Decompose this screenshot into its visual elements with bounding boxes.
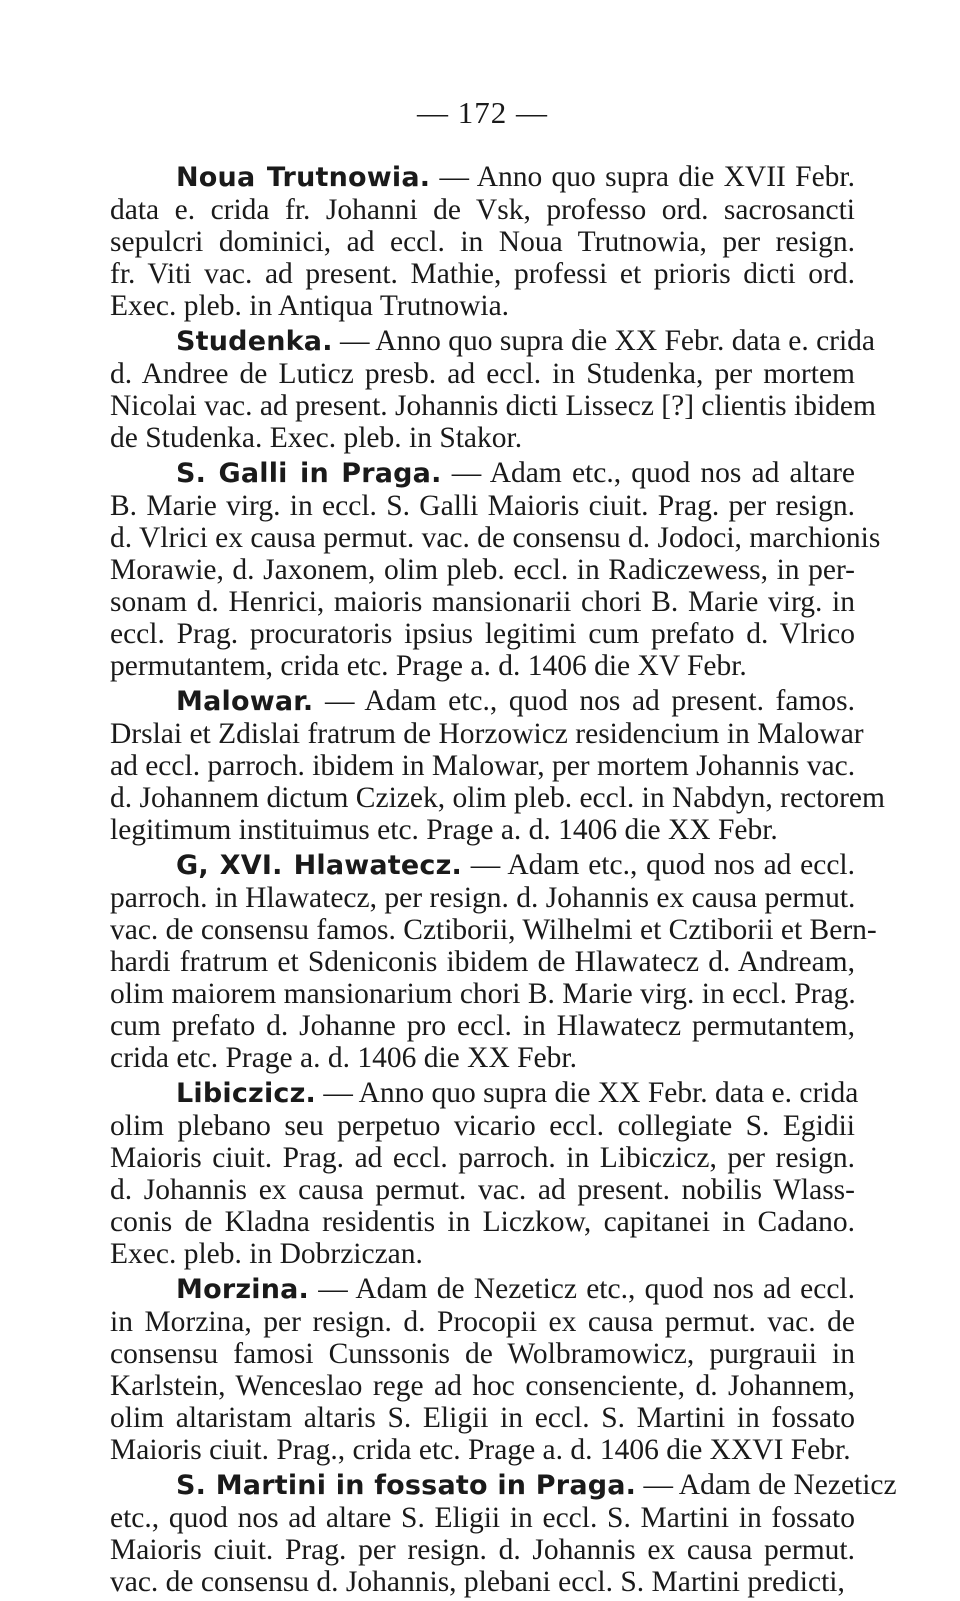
entry-line [110, 914, 877, 946]
entry [110, 685, 885, 846]
entry-text: Nicolai vac. ad present. Johannis dicti Lissecz [?] clientis ibidem [110, 390, 876, 422]
entry-text: ad eccl. parroch. ibidem in Malowar, per mortem Johannis vac. [110, 750, 856, 782]
entry-line [110, 1010, 855, 1042]
entry-text: hardi fratrum et Sdeniconis ibidem de Hlawatecz d. Andream, [110, 946, 855, 978]
entry [110, 325, 876, 454]
entry-line [110, 258, 855, 290]
entry-text: d. Johannem dictum Czizek, olim pleb. eccl. in Nabdyn, rectorem [110, 782, 885, 814]
entry-line [110, 1238, 855, 1270]
entry-line [110, 1402, 855, 1434]
entry-line [110, 290, 855, 322]
entry-text: crida etc. Prage a. d. 1406 die XX Febr. [110, 1042, 577, 1074]
entry-text: vac. de consensu famos. Cztiborii, Wilhelmi et Cztiborii et Bern- [110, 914, 877, 946]
entry [110, 1469, 897, 1598]
entry-line [110, 1370, 855, 1402]
entry-line [110, 750, 855, 782]
entry-line [110, 618, 855, 650]
entry-line [110, 814, 855, 846]
entry-text: Maioris ciuit. Prag. ad eccl. parroch. in Libiczicz, per resign. [110, 1142, 855, 1174]
entry-text: Exec. pleb. in Antiqua Trutnowia. [110, 290, 510, 322]
entry-text: etc., quod nos ad altare S. Eligii in eccl. S. Martini in fossato [110, 1502, 855, 1534]
entry-line [110, 1434, 855, 1466]
entry-heading: Studenka. [176, 326, 333, 357]
entry-text: data e. crida fr. Johanni de Vsk, professo ord. sacrosancti [110, 194, 855, 226]
entry-line [110, 882, 855, 914]
entry-heading: S. Galli in Praga. [176, 458, 442, 489]
entry-heading: Malowar. [176, 686, 314, 717]
entry-text: Maioris ciuit. Prag. per resign. d. Johannis ex causa permut. [110, 1534, 855, 1566]
entry-text: — Anno quo supra die XX Febr. data e. crida [332, 325, 876, 357]
entry-text: legitimum instituimus etc. Prage a. d. 1406 die XX Febr. [110, 814, 778, 846]
entry-line [110, 1110, 855, 1142]
entry-line [110, 946, 855, 978]
entry-line [110, 1566, 855, 1598]
entry-text: parroch. in Hlawatecz, per resign. d. Johannis ex causa permut. [110, 882, 856, 914]
entry-text: in Morzina, per resign. d. Procopii ex causa permut. vac. de [110, 1306, 855, 1338]
entry-text: permutantem, crida etc. Prage a. d. 1406 die XV Febr. [110, 650, 747, 682]
entry-line [110, 1174, 855, 1206]
entry-text: Drslai et Zdislai fratrum de Horzowicz residencium in Malowar [110, 718, 864, 750]
entry-heading: Libiczicz. [176, 1078, 316, 1109]
entry-text: — Anno quo supra die XX Febr. data e. crida [316, 1077, 859, 1109]
entry-text: conis de Kladna residentis in Liczkow, capitanei in Cadano. [110, 1206, 855, 1238]
entry-text: Morawie, d. Jaxonem, olim pleb. eccl. in Radiczewess, in per- [110, 554, 855, 586]
entry-text: fr. Viti vac. ad present. Mathie, professi et prioris dicti ord. [110, 258, 855, 290]
entry-first-line [110, 685, 855, 718]
page-number: — 172 — [417, 95, 548, 130]
entry-line [110, 1502, 855, 1534]
entry-text: vac. de consensu d. Johannis, plebani eccl. S. Martini predicti, [110, 1566, 845, 1598]
entry-heading: G, XVI. Hlawatecz. [176, 850, 463, 881]
entry [110, 1077, 859, 1270]
entry-line [110, 522, 881, 554]
entry-line [110, 194, 855, 226]
entry-first-line [110, 1077, 859, 1110]
entry-line [110, 718, 864, 750]
entry-text: olim altaristam altaris S. Eligii in eccl. S. Martini in fossato [110, 1402, 855, 1434]
entry-line [110, 358, 855, 390]
entry-text: Maioris ciuit. Prag., crida etc. Prage a. d. 1406 die XXVI Febr. [110, 1434, 851, 1466]
entry-line [110, 422, 855, 454]
entry-first-line [110, 457, 855, 490]
entry-line [110, 782, 885, 814]
entry-text: sonam d. Henrici, maioris mansionarii chori B. Marie virg. in [110, 586, 855, 618]
entry-first-line [110, 161, 855, 194]
entry-first-line [110, 1469, 897, 1502]
entry-text: — Adam de Nezeticz [636, 1469, 897, 1501]
entry-text: sepulcri dominici, ad eccl. in Noua Trutnowia, per resign. [110, 226, 855, 258]
entry [110, 161, 855, 322]
entry-text: B. Marie virg. in eccl. S. Galli Maioris ciuit. Prag. per resign. [110, 490, 855, 522]
entry-line [110, 978, 855, 1010]
entry-line [110, 1534, 855, 1566]
entry-text: Exec. pleb. in Dobrziczan. [110, 1238, 423, 1270]
entry-heading: Noua Trutnowia. [176, 162, 431, 193]
entry-line [110, 1142, 855, 1174]
entry-text: — Adam etc., quod nos ad altare [441, 457, 855, 489]
entry-first-line [110, 325, 876, 358]
entry-heading: Morzina. [176, 1274, 310, 1305]
entry-text: d. Vlrici ex causa permut. vac. de consensu d. Jodoci, marchionis [110, 522, 881, 554]
entry-first-line [110, 1273, 855, 1306]
entry-first-line [110, 849, 855, 882]
entry [110, 1273, 855, 1466]
entry [110, 457, 881, 682]
entry-line [110, 490, 855, 522]
entry-text: d. Andree de Luticz presb. ad eccl. in Studenka, per mortem [110, 358, 855, 390]
entry-line [110, 1206, 855, 1238]
entry-text: de Studenka. Exec. pleb. in Stakor. [110, 422, 523, 454]
entry-text: d. Johannis ex causa permut. vac. ad present. nobilis Wlass- [110, 1174, 855, 1206]
entry-line [110, 586, 855, 618]
entry-text: eccl. Prag. procuratoris ipsius legitimi cum prefato d. Vlrico [110, 618, 855, 650]
entry-line [110, 1306, 855, 1338]
entry-line [110, 1338, 855, 1370]
entry-line [110, 226, 855, 258]
entry-text: — Adam etc., quod nos ad present. famos. [313, 685, 855, 717]
entries-list [110, 161, 897, 1598]
entry-line [110, 390, 876, 422]
document-page [110, 95, 897, 1601]
entry-text: consensu famosi Cunssonis de Wolbramowicz, purgrauii in [110, 1338, 855, 1370]
entry-text: — Adam de Nezeticz etc., quod nos ad eccl. [309, 1273, 855, 1305]
entry [110, 849, 877, 1074]
entry-heading: S. Martini in fossato in Praga. [176, 1470, 637, 1501]
entry-text: olim plebano seu perpetuo vicario eccl. collegiate S. Egidii [110, 1110, 855, 1142]
entry-line [110, 554, 855, 586]
entry-text: olim maiorem mansionarium chori B. Marie virg. in eccl. Prag. [110, 978, 856, 1010]
entry-text: Karlstein, Wenceslao rege ad hoc consenciente, d. Johannem, [110, 1370, 855, 1402]
entry-text: — Anno quo supra die XVII Febr. [430, 161, 855, 193]
entry-line [110, 650, 855, 682]
entry-line [110, 1042, 855, 1074]
entry-text: cum prefato d. Johanne pro eccl. in Hlawatecz permutantem, [110, 1010, 855, 1042]
entry-text: — Adam etc., quod nos ad eccl. [462, 849, 856, 881]
